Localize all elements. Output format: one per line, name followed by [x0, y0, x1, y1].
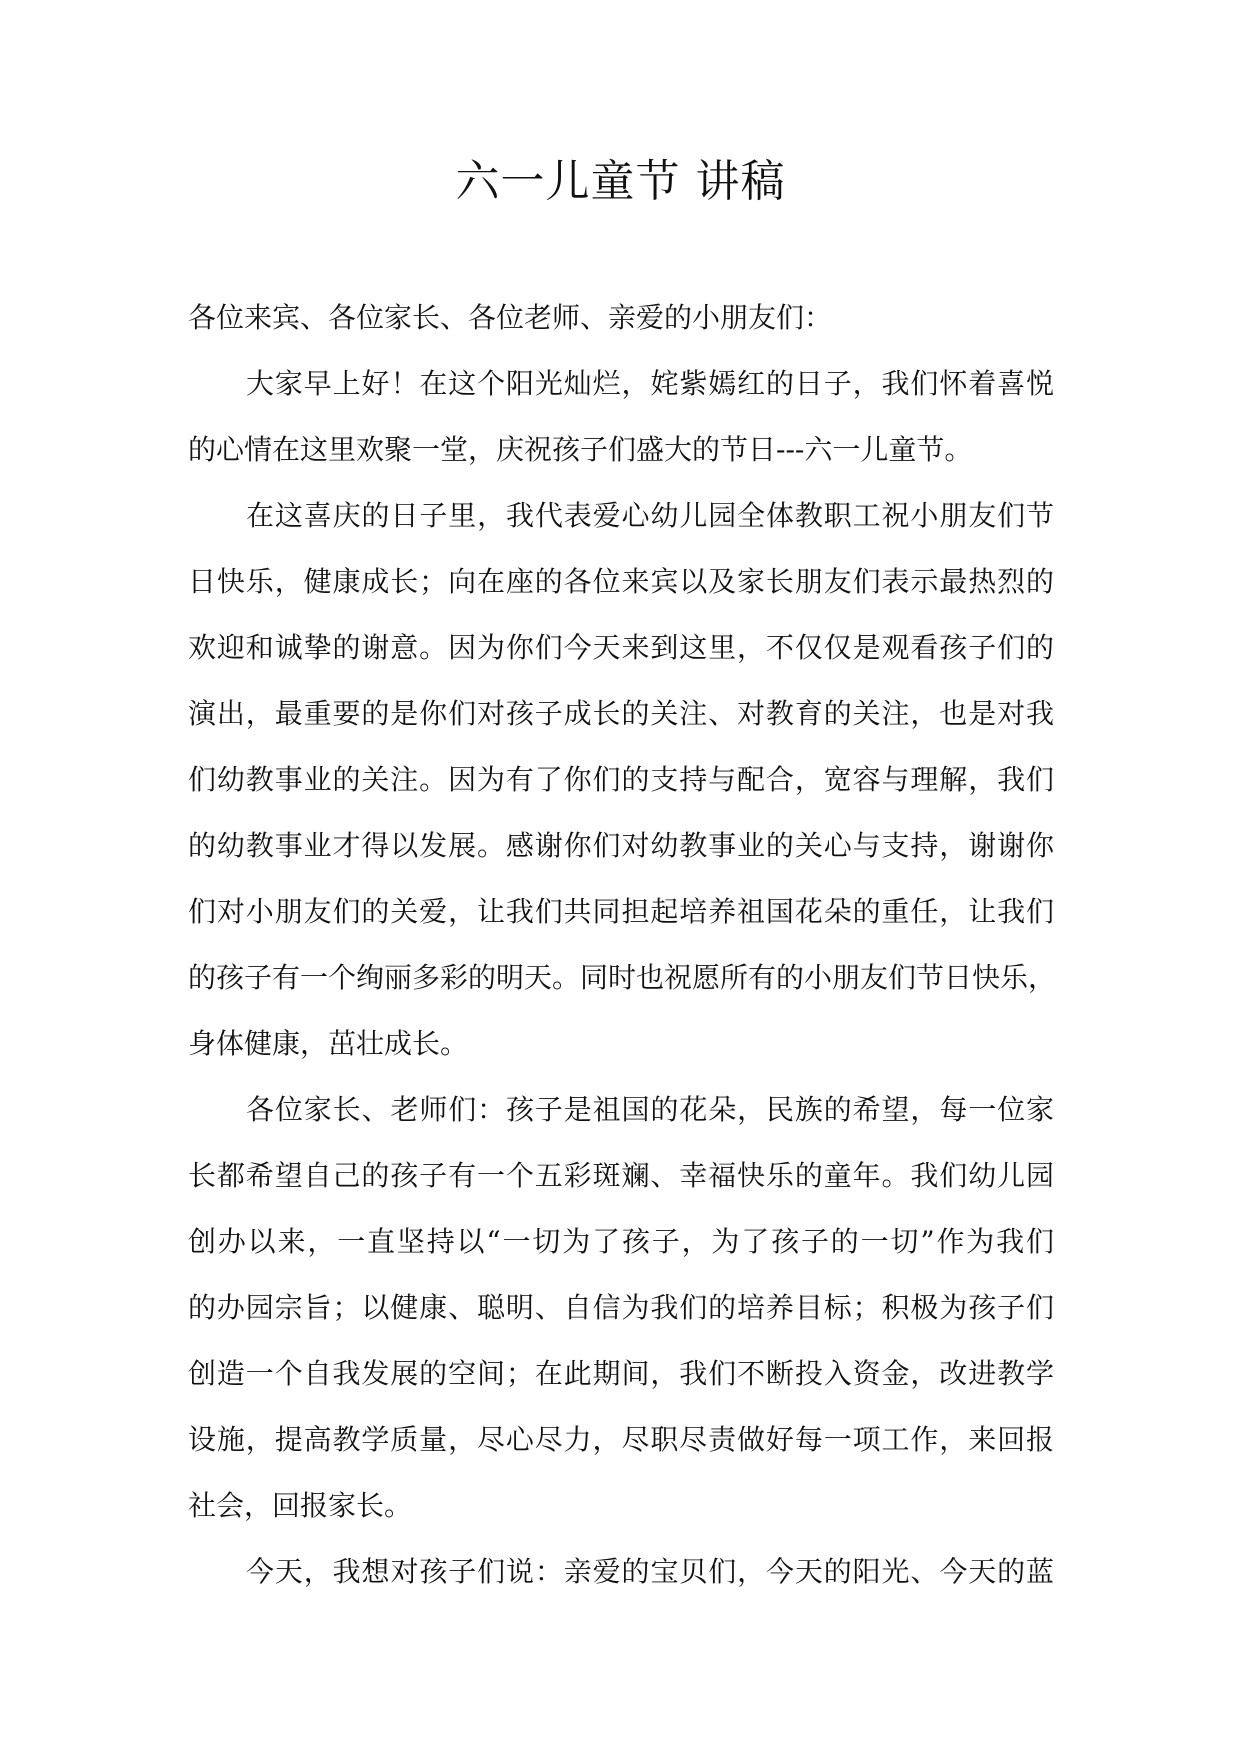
text-line: 创办以来，一直坚持以“一切为了孩子，为了孩子的一切”作为我们 — [188, 1225, 1054, 1258]
text-line: 的幼教事业才得以发展。感谢你们对幼教事业的关心与支持，谢谢你 — [188, 829, 1054, 862]
text-line: 的心情在这里欢聚一堂，庆祝孩子们盛大的节日---六一儿童节。 — [188, 433, 973, 466]
text-line: 大家早上好！在这个阳光灿烂，姹紫嫣红的日子，我们怀着喜悦 — [246, 367, 1054, 400]
text-line: 欢迎和诚挚的谢意。因为你们今天来到这里，不仅仅是观看孩子们的 — [188, 631, 1054, 664]
text-line: 今天，我想对孩子们说：亲爱的宝贝们，今天的阳光、今天的蓝 — [246, 1555, 1054, 1588]
text-line: 设施，提高教学质量，尽心尽力，尽职尽责做好每一项工作，来回报 — [188, 1423, 1054, 1456]
text-line: 各位家长、老师们：孩子是祖国的花朵，民族的希望，每一位家 — [246, 1093, 1054, 1126]
text-line: 创造一个自我发展的空间；在此期间，我们不断投入资金，改进教学 — [188, 1357, 1054, 1390]
text-line: 们对小朋友们的关爱，让我们共同担起培养祖国花朵的重任，让我们 — [188, 895, 1054, 928]
text-line: 的孩子有一个绚丽多彩的明天。同时也祝愿所有的小朋友们节日快乐， — [188, 961, 1057, 994]
text-line: 各位来宾、各位家长、各位老师、亲爱的小朋友们： — [188, 301, 833, 334]
text-line: 在这喜庆的日子里，我代表爱心幼儿园全体教职工祝小朋友们节 — [246, 499, 1054, 532]
document-title: 六一儿童节 讲稿 — [455, 156, 786, 207]
text-line: 的办园宗旨；以健康、聪明、自信为我们的培养目标；积极为孩子们 — [188, 1291, 1054, 1324]
text-line: 演出，最重要的是你们对孩子成长的关注、对教育的关注，也是对我 — [188, 697, 1054, 730]
text-line: 社会，回报家长。 — [188, 1489, 413, 1522]
text-line: 们幼教事业的关注。因为有了你们的支持与配合，宽容与理解，我们 — [188, 763, 1054, 796]
text-line: 长都希望自己的孩子有一个五彩斑斓、幸福快乐的童年。我们幼儿园 — [188, 1159, 1054, 1192]
text-line: 日快乐，健康成长；向在座的各位来宾以及家长朋友们表示最热烈的 — [188, 565, 1054, 598]
speech-body — [188, 285, 1057, 1605]
text-line: 身体健康，茁壮成长。 — [188, 1027, 469, 1060]
